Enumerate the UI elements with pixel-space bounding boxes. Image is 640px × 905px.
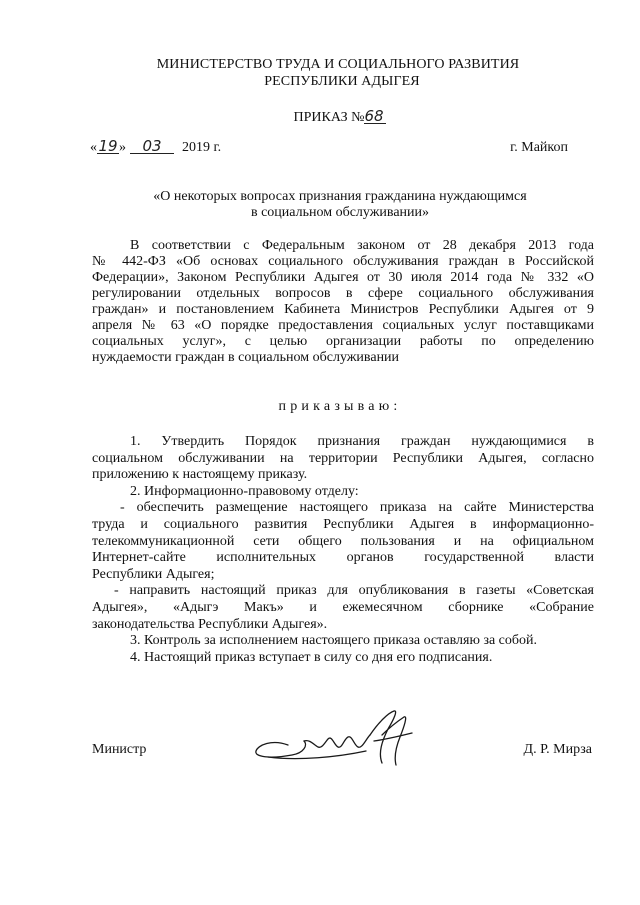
date-day: 19	[98, 137, 118, 155]
point-line: социальном обслуживании на территории Республики Адыгея, согласно	[92, 450, 594, 466]
point-line: - обеспечить размещение настоящего приказа на сайте Министерства	[120, 500, 594, 516]
point-line: Республики Адыгея;	[92, 566, 215, 582]
handwritten-signature	[248, 705, 418, 767]
preamble-line: № 442-ФЗ «Об основах социального обслуживания граждан в Российской	[92, 254, 594, 269]
order-date	[90, 139, 221, 156]
point-line: 4. Настоящий приказ вступает в силу со дня его подписания.	[130, 649, 493, 665]
preamble-line: нуждаемости граждан в социальном обслуживании	[92, 350, 400, 365]
point-line: Интернет-сайте исполнительных органов государственной власти	[92, 550, 594, 566]
order-title	[0, 109, 640, 126]
preamble-paragraph	[92, 238, 594, 366]
point-line: труда и социального развития Республики Адыгея в информационно-	[92, 516, 594, 532]
point-line: законодательства Республики Адыгея».	[92, 616, 328, 632]
ministry-name-line1: МИНИСТЕРСТВО ТРУДА И СОЦИАЛЬНОГО РАЗВИТИЯ	[156, 57, 520, 72]
point-line: - направить настоящий приказ для опубликования в газеты «Советская	[114, 583, 594, 599]
point-line: 3. Контроль за исполнением настоящего приказа оставляю за собой.	[130, 633, 538, 649]
signature-block	[0, 705, 640, 765]
date-year: 2019 г.	[182, 140, 222, 155]
date-month: 03	[130, 139, 174, 154]
preamble-line: регулировании отдельных вопросов в сфере социального обслуживания	[92, 286, 594, 301]
point-line: телекоммуникационной сети общего пользования и на официальном	[92, 533, 594, 549]
preamble-line: Федерации», Законом Республики Адыгея от 30 июля 2014 года № 332 «О	[92, 270, 594, 285]
date-open-quote: «	[90, 140, 97, 155]
ministry-name-line2: РЕСПУБЛИКИ АДЫГЕЯ	[264, 74, 420, 89]
signatory-name: Д. Р. Мирза	[523, 742, 592, 757]
point-line: Адыгея», «Адыгэ Макъ» и ежемесячном сборнике «Собрание	[92, 599, 594, 615]
point-line: 2. Информационно-правовому отделу:	[130, 483, 359, 499]
signatory-title: Министр	[92, 742, 147, 757]
preamble-line: социальных услуг», с целью организации работы по определению	[92, 334, 594, 349]
decree-word: приказываю:	[278, 399, 402, 414]
preamble-line: В соответствии с Федеральным законом от 28 декабря 2013 года	[130, 238, 594, 253]
preamble-line: граждан» и постановлением Кабинета Министров Республики Адыгея от 9	[92, 302, 594, 317]
preamble-line: апреля № 63 «О порядке предоставления социальных услуг поставщиками	[92, 318, 594, 333]
point-line: 1. Утвердить Порядок признания граждан нуждающимися в	[130, 434, 594, 449]
order-subject	[0, 189, 640, 221]
order-points	[92, 434, 594, 666]
order-city: г. Майкоп	[510, 140, 568, 155]
date-close-quote: »	[119, 140, 126, 155]
order-number: 68	[364, 109, 386, 124]
ministry-header	[0, 56, 640, 90]
subject-line1: «О некоторых вопросах признания гражданина нуждающимся	[153, 189, 527, 204]
point-line: приложению к настоящему приказу.	[92, 467, 308, 483]
order-label: ПРИКАЗ №	[293, 110, 365, 125]
subject-line2: в социальном обслуживании»	[250, 205, 430, 220]
